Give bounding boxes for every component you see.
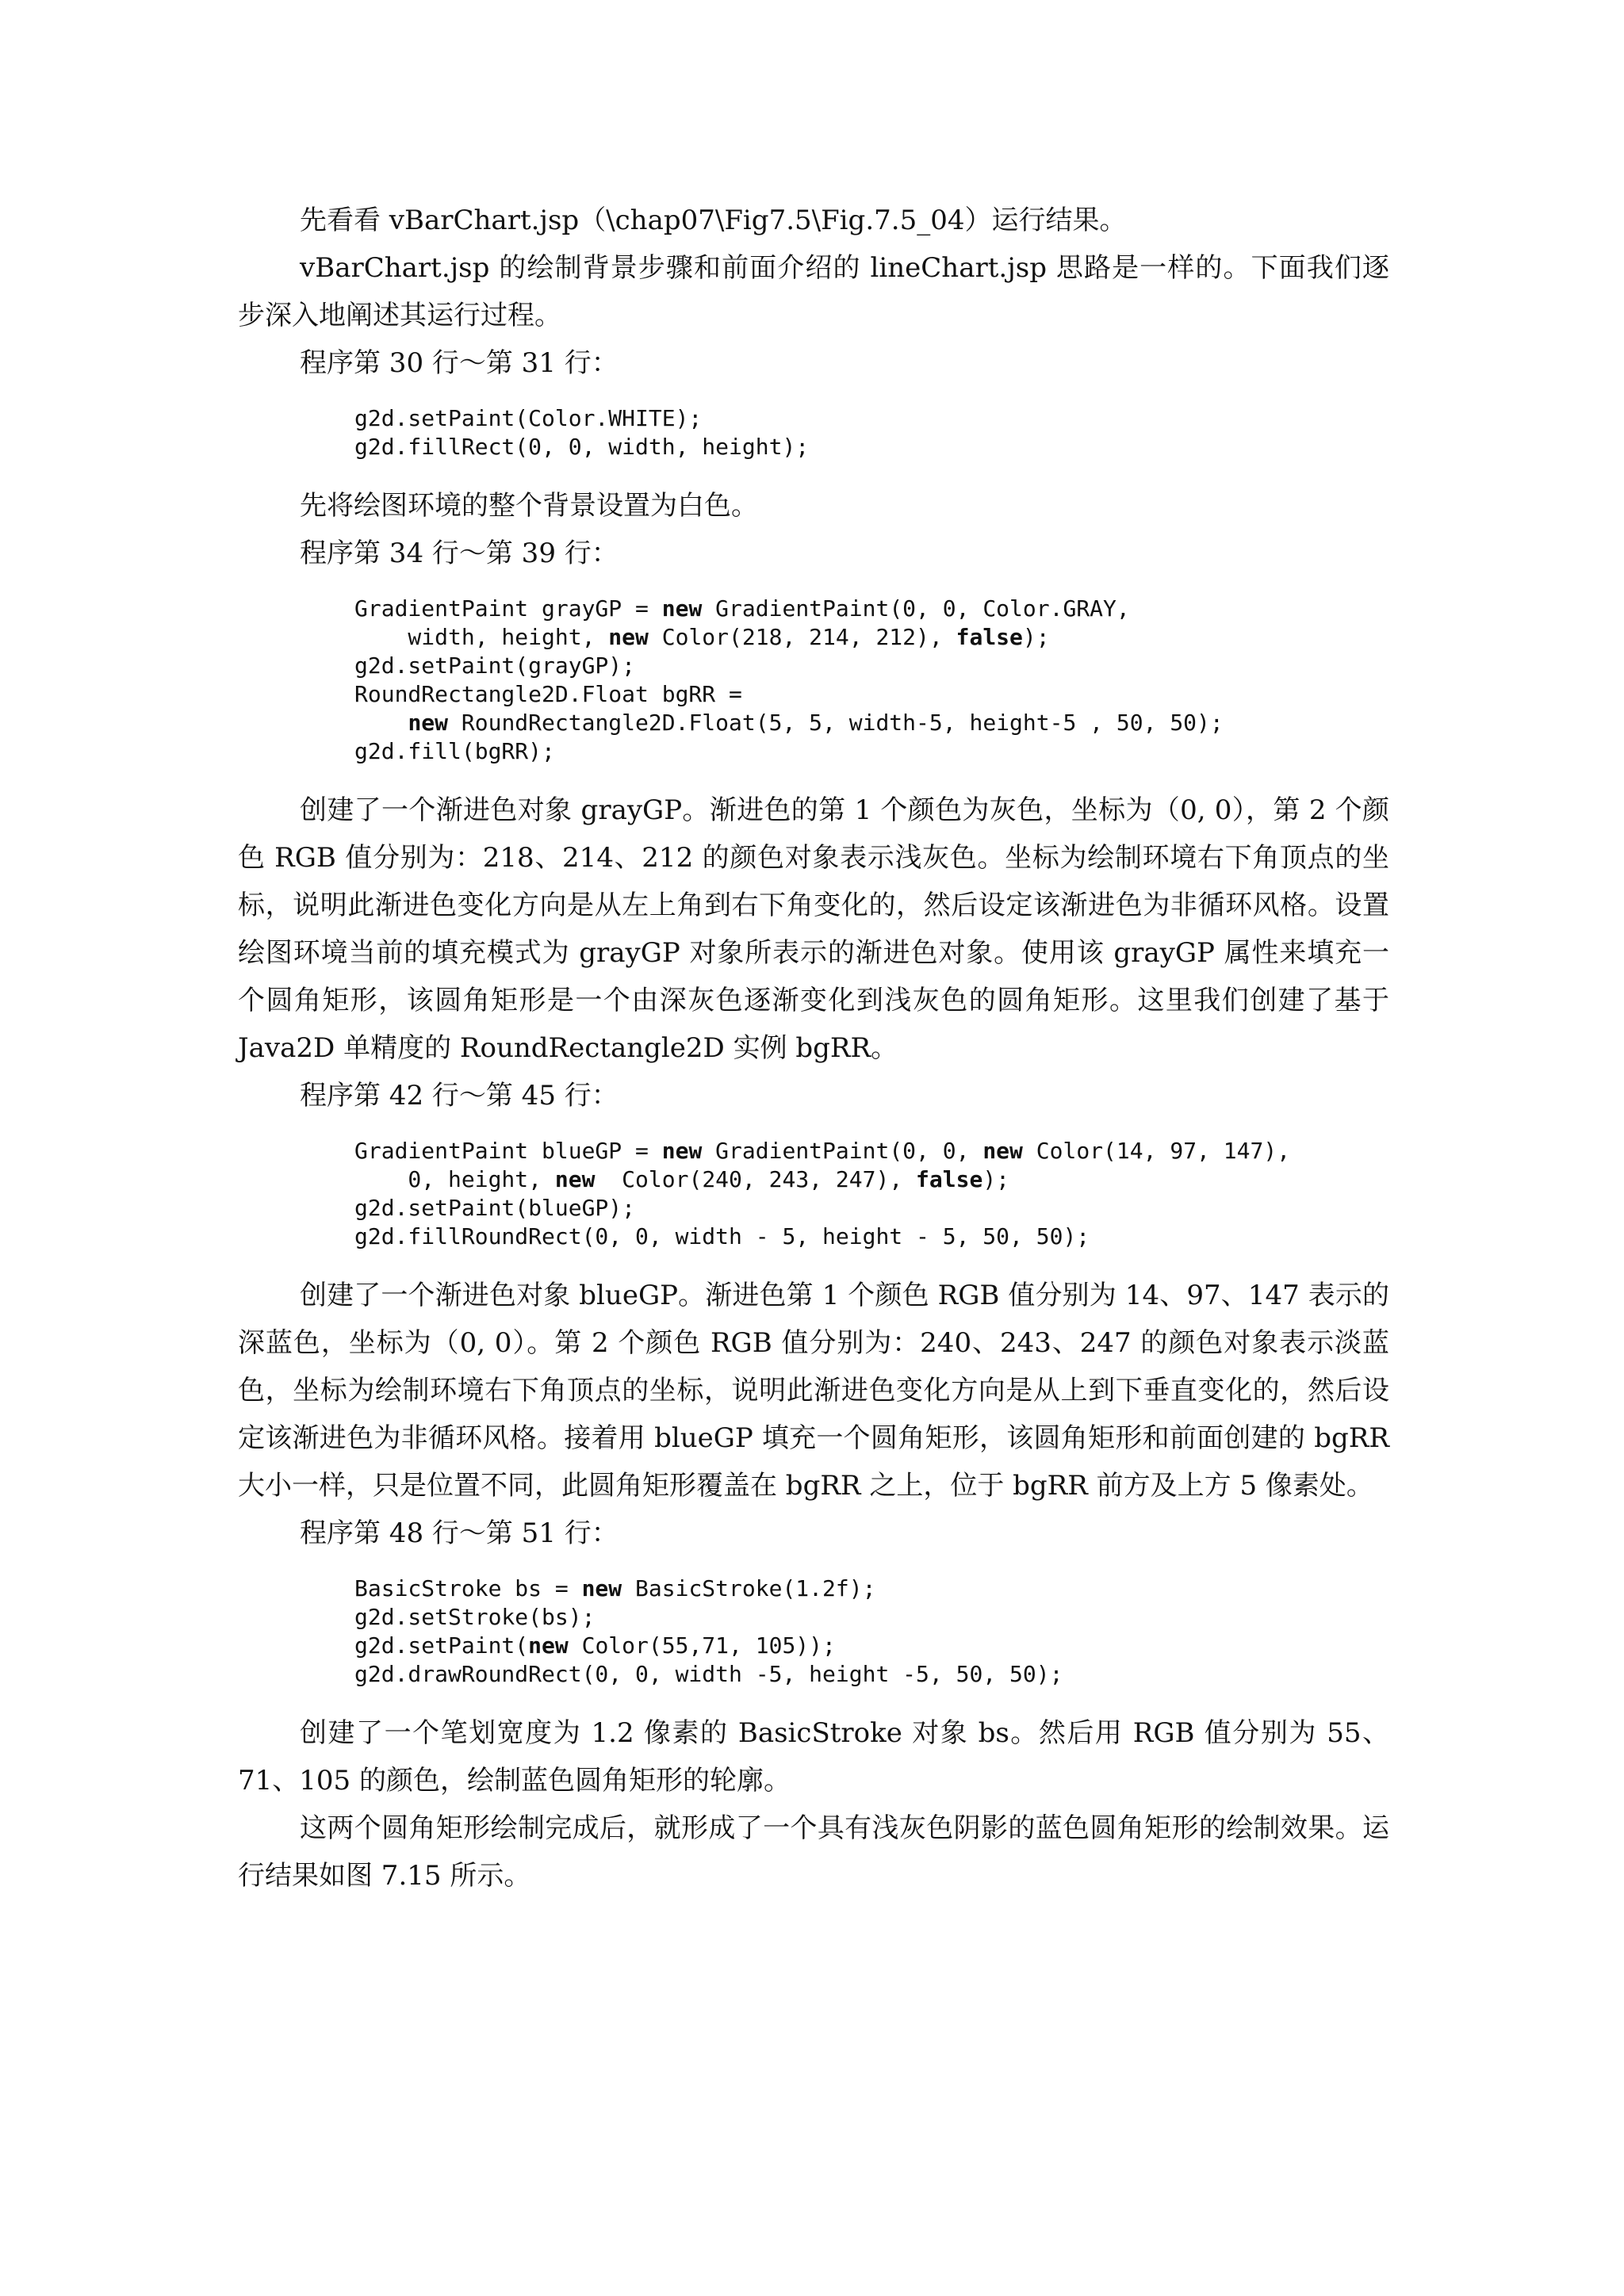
section-heading-lines-30-31: 程序第 30 行～第 31 行： <box>300 347 619 379</box>
code-line: g2d.fillRect(0, 0, width, height); <box>354 434 810 460</box>
keyword: new <box>661 595 703 622</box>
code-block-1 <box>238 404 1389 461</box>
code-line: g2d.drawRoundRect(0, 0, width -5, height -5, 50, 50); <box>354 1661 1063 1687</box>
code-line: g2d.setPaint(grayGP); <box>354 652 636 679</box>
document-page <box>238 197 1389 1900</box>
code-line: g2d.fill(bgRR); <box>354 738 555 764</box>
code-line: g2d.setPaint(blueGP); <box>354 1195 636 1221</box>
section-heading-lines-48-51: 程序第 48 行～第 51 行： <box>300 1517 619 1549</box>
code-line: g2d.setPaint(new Color(55,71, 105)); <box>354 1632 836 1659</box>
keyword: new <box>581 1575 622 1601</box>
code-line: RoundRectangle2D.Float bgRR = <box>354 681 742 707</box>
background-paragraph: 先将绘图环境的整个背景设置为白色。 <box>300 490 758 522</box>
stroke-explanation-paragraph: 创建了一个笔划宽度为 1.2 像素的 BasicStroke 对象 bs。然后用 RGB 值分别为 55、71、105 的颜色，绘制蓝色圆角矩形的轮廓。 <box>238 1717 1389 1797</box>
keyword: new <box>554 1166 596 1192</box>
code-line: BasicStroke bs = new BasicStroke(1.2f); <box>354 1575 876 1601</box>
code-line: GradientPaint blueGP = new GradientPaint(0, 0, new Color(14, 97, 147), <box>354 1138 1291 1164</box>
keyword: new <box>982 1138 1023 1164</box>
code-line: 0, height, new Color(240, 243, 247), false); <box>354 1166 1010 1192</box>
code-line: width, height, new Color(218, 214, 212), false); <box>354 624 1050 650</box>
graygp-explanation-paragraph: 创建了一个渐进色对象 grayGP。渐进色的第 1 个颜色为灰色，坐标为（0, 0），第 2 个颜色 RGB 值分别为：218、214、212 的颜色对象表示浅灰色。坐标为绘制环境右下角顶点的坐标，说明此渐进色变化方向是从左上角到右下角变化的，然后设定该渐进色为非循环风格。设置绘图环境当前的填充模式为 grayGP 对象所表示的渐进色对象。使用该 grayGP 属性来填充一个圆角矩形，该圆角矩形是一个由深灰色逐渐变化到浅灰色的圆角矩形。这里我们创建了基于 Java2D 单精度的 RoundRectangle2D 实例 bgRR。 <box>238 794 1389 1064</box>
keyword: new <box>528 1632 569 1659</box>
section-heading-lines-42-45: 程序第 42 行～第 45 行： <box>300 1080 619 1112</box>
keyword: new <box>408 710 449 736</box>
intro-paragraph: 先看看 vBarChart.jsp（\chap07\Fig7.5\Fig.7.5_04）运行结果。 <box>300 205 1127 236</box>
keyword: new <box>661 1138 703 1164</box>
overview-paragraph: vBarChart.jsp 的绘制背景步骤和前面介绍的 lineChart.jsp 思路是一样的。下面我们逐步深入地阐述其运行过程。 <box>238 252 1389 331</box>
section-heading-lines-34-39: 程序第 34 行～第 39 行： <box>300 538 619 569</box>
code-line: g2d.setPaint(Color.WHITE); <box>354 405 703 431</box>
keyword: false <box>956 624 1023 650</box>
code-line: new RoundRectangle2D.Float(5, 5, width-5, height-5 , 50, 50); <box>408 710 1224 736</box>
code-line: g2d.fillRoundRect(0, 0, width - 5, height - 5, 50, 50); <box>354 1223 1090 1249</box>
code-block-3 <box>238 1137 1389 1251</box>
code-block-2 <box>238 595 1389 766</box>
bluegp-explanation-paragraph: 创建了一个渐进色对象 blueGP。渐进色第 1 个颜色 RGB 值分别为 14、97、147 表示的深蓝色，坐标为（0, 0）。第 2 个颜色 RGB 值分别为：240、243、247 的颜色对象表示淡蓝色，坐标为绘制环境右下角顶点的坐标，说明此渐进色变化方向是从上到下垂直变化的，然后设定该渐进色为非循环风格。接着用 blueGP 填充一个圆角矩形，该圆角矩形和前面创建的 bgRR 大小一样，只是位置不同，此圆角矩形覆盖在 bgRR 之上，位于 bgRR 前方及上方 5 像素处。 <box>238 1280 1389 1502</box>
code-block-4 <box>238 1575 1389 1689</box>
code-line: g2d.setStroke(bs); <box>354 1604 596 1630</box>
conclusion-paragraph: 这两个圆角矩形绘制完成后，就形成了一个具有浅灰色阴影的蓝色圆角矩形的绘制效果。运行结果如图 7.15 所示。 <box>238 1812 1389 1892</box>
code-line: GradientPaint grayGP = new GradientPaint(0, 0, Color.GRAY, <box>354 595 1130 622</box>
keyword: new <box>608 624 649 650</box>
keyword: false <box>916 1166 983 1192</box>
